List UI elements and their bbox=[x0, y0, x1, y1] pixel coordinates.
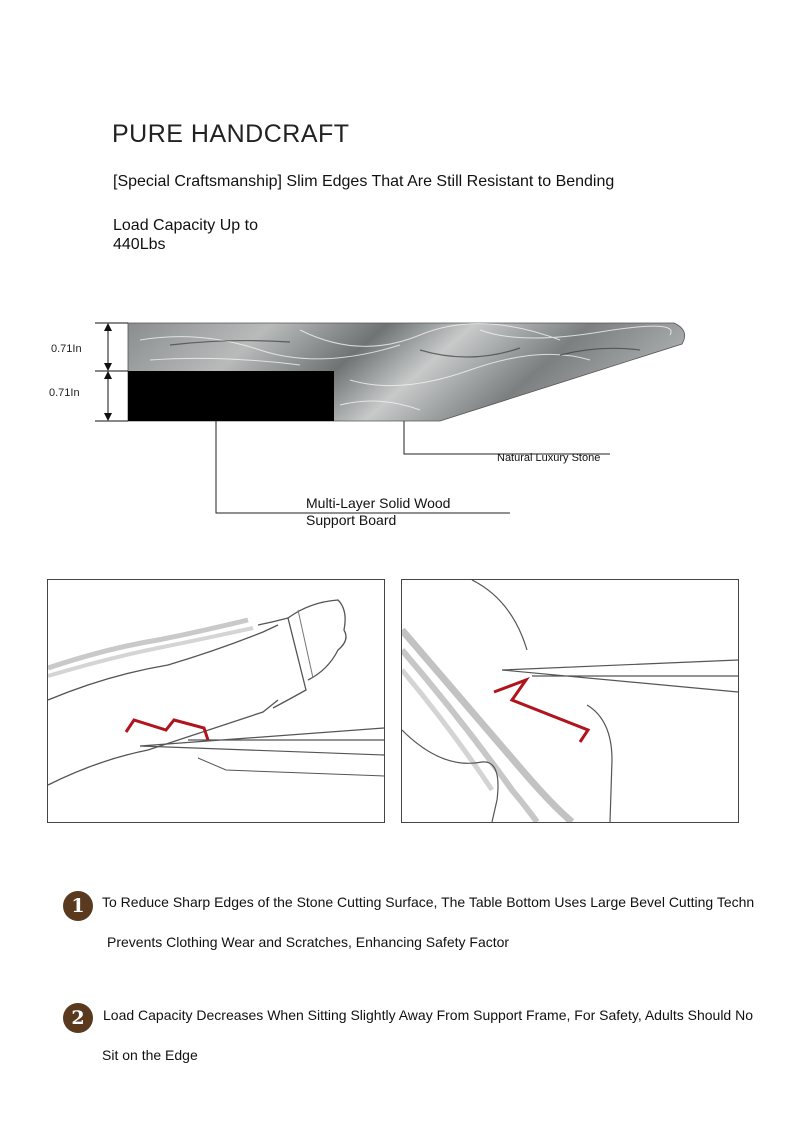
stone-callout-line bbox=[404, 421, 610, 454]
load-capacity-line1: Load Capacity Up to bbox=[113, 217, 258, 234]
bottom-dimension-label: 0.71In bbox=[49, 387, 80, 399]
note-number-badge: 2 bbox=[63, 1003, 93, 1033]
top-dimension-label: 0.71In bbox=[51, 343, 82, 355]
wood-label-line1: Multi-Layer Solid Wood bbox=[306, 495, 451, 511]
illustration-arm-panel bbox=[47, 579, 385, 823]
wood-support-board bbox=[128, 371, 334, 421]
arm-illustration bbox=[48, 580, 384, 822]
note-2-line1: Load Capacity Decreases When Sitting Slightly Away From Support Frame, For Safety, Adults Should No bbox=[103, 1007, 754, 1023]
note-1-line2: Prevents Clothing Wear and Scratches, Enhancing Safety Factor bbox=[107, 934, 510, 950]
wood-label bbox=[306, 495, 450, 529]
wood-label-line2: Support Board bbox=[306, 512, 397, 528]
subtitle: [Special Craftsmanship] Slim Edges That Are Still Resistant to Bending bbox=[113, 173, 615, 190]
note-2-line2: Sit on the Edge bbox=[102, 1047, 198, 1063]
note-1-line1: To Reduce Sharp Edges of the Stone Cutting Surface, The Table Bottom Uses Large Bevel Cutting Techn bbox=[102, 894, 755, 910]
dimension-lines bbox=[95, 323, 128, 421]
cross-section-diagram bbox=[0, 0, 790, 560]
page-title: PURE HANDCRAFT bbox=[112, 120, 350, 148]
note-number-badge: 1 bbox=[63, 891, 93, 921]
stone-label: Natural Luxury Stone bbox=[497, 452, 601, 464]
illustration-leg-panel bbox=[401, 579, 739, 823]
load-capacity-line2: 440Lbs bbox=[113, 236, 166, 253]
leg-illustration bbox=[402, 580, 738, 822]
